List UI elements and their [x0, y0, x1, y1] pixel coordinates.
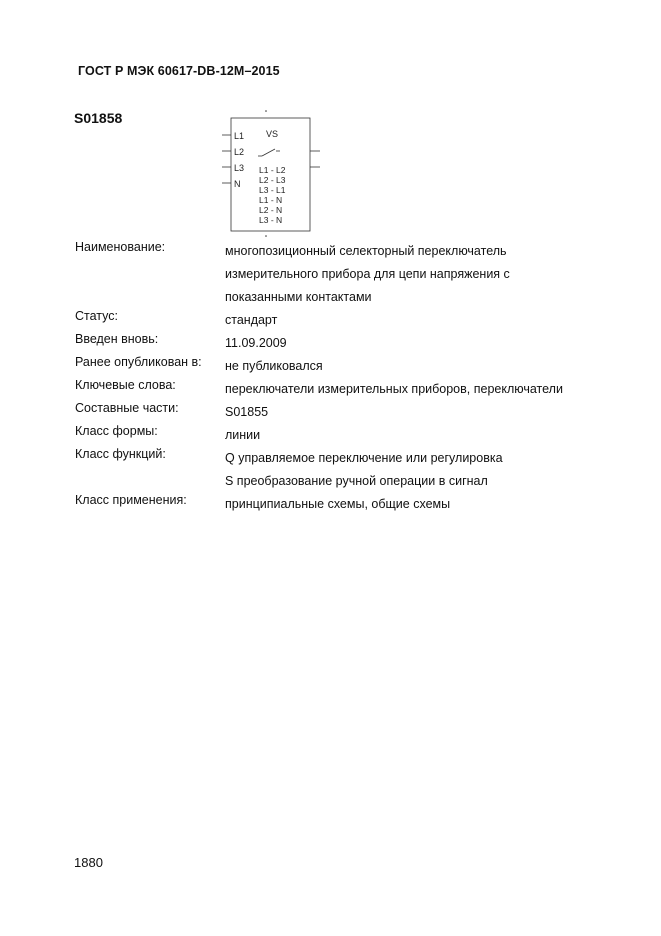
field-value: не публиковался — [225, 359, 323, 373]
field-value: многопозиционный селекторный переключатель — [225, 244, 507, 258]
symbol-title: VS — [266, 129, 279, 139]
field-value: линии — [225, 428, 261, 442]
input-label: L3 — [234, 163, 245, 173]
field-value: Q управляемое переключение или регулировка — [225, 451, 503, 465]
field-label: Статус: — [75, 309, 118, 323]
field-label: Наименование: — [75, 240, 166, 254]
field-value: измерительного прибора для цепи напряжения с — [225, 267, 510, 281]
input-label: N — [234, 179, 241, 189]
field-function-class — [75, 447, 615, 493]
field-label: Класс применения: — [75, 493, 187, 507]
field-value: S преобразование ручной операции в сигнал — [225, 474, 488, 488]
contact-label: L3 - N — [259, 215, 283, 225]
document-header: ГОСТ Р МЭК 60617-DB-12M–2015 — [78, 64, 280, 78]
field-value: 11.09.2009 — [225, 336, 287, 350]
field-value: переключатели измерительных приборов, переключатели — [225, 382, 563, 396]
field-value: стандарт — [225, 313, 278, 327]
field-application-class — [75, 493, 615, 516]
input-label: L2 — [234, 147, 245, 157]
symbol-fields — [75, 240, 615, 516]
symbol-code: S01858 — [74, 110, 123, 126]
field-label: Составные части: — [75, 401, 179, 415]
field-keywords — [75, 378, 615, 401]
field-value: принципиальные схемы, общие схемы — [225, 497, 451, 511]
field-label: Ключевые слова: — [75, 378, 176, 392]
field-introduced — [75, 332, 615, 355]
field-label: Ранее опубликован в: — [75, 355, 202, 369]
field-shape-class — [75, 424, 615, 447]
switch-contact-icon — [258, 149, 280, 156]
field-value: S01855 — [225, 405, 269, 419]
top-connection-dot — [265, 110, 267, 112]
field-components — [75, 401, 615, 424]
contact-label: L3 - L1 — [259, 185, 286, 195]
contact-label: L2 - L3 — [259, 175, 286, 185]
field-label: Класс функций: — [75, 447, 166, 461]
field-name — [75, 240, 615, 309]
contact-label: L2 - N — [259, 205, 283, 215]
field-label: Введен вновь: — [75, 332, 159, 346]
field-status — [75, 309, 615, 332]
contact-label: L1 - L2 — [259, 165, 286, 175]
selector-switch-symbol — [218, 108, 328, 240]
field-label: Класс формы: — [75, 424, 158, 438]
field-published-in — [75, 355, 615, 378]
field-value: показанными контактами — [225, 290, 372, 304]
bottom-connection-dot — [265, 235, 267, 237]
contact-label: L1 - N — [259, 195, 283, 205]
input-label: L1 — [234, 131, 245, 141]
page-number: 1880 — [74, 855, 103, 870]
